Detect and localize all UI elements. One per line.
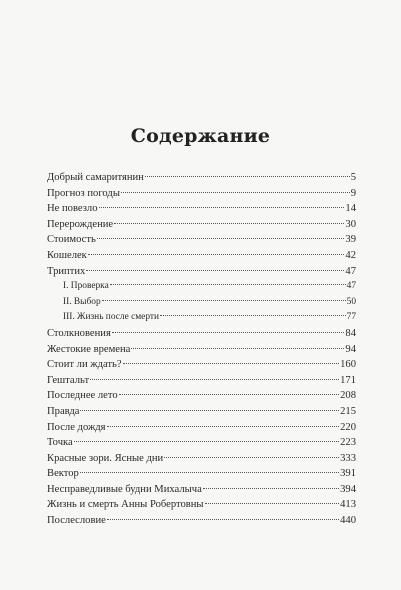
- toc-entry-title: Вектор: [47, 468, 79, 480]
- page-title: Содержание: [130, 125, 271, 147]
- toc-entry: [47, 186, 356, 202]
- toc-entry-title: Добрый самаритянин: [47, 172, 144, 183]
- toc-entry-page-number: 94: [345, 343, 356, 355]
- toc-entry: [47, 404, 356, 420]
- toc-entry: [47, 420, 356, 436]
- dot-leader: [99, 207, 345, 208]
- toc-entry-title: I. Проверка: [63, 281, 109, 292]
- toc-entry-title: После дождя: [47, 421, 106, 433]
- dot-leader: [123, 363, 340, 364]
- toc-entry-page-number: 47: [345, 265, 356, 277]
- toc-entry: [47, 248, 356, 264]
- toc-entry-page-number: 42: [345, 249, 356, 261]
- toc-entry-page-number: 5: [350, 172, 356, 183]
- dot-leader: [131, 348, 344, 349]
- toc-entry-page-number: 14: [345, 203, 356, 215]
- toc-entry-page-number: 50: [346, 296, 356, 307]
- toc-entry-page-number: 77: [346, 312, 356, 323]
- toc-entry-page-number: 391: [340, 468, 356, 480]
- toc-entry-title: Красные зори. Ясные дни: [47, 452, 164, 464]
- dot-leader: [80, 410, 339, 411]
- toc-entry-page-number: 223: [340, 437, 356, 449]
- toc-entry-title: Кошелек: [47, 249, 87, 261]
- dot-leader: [88, 254, 345, 255]
- toc-subentry: [47, 279, 356, 295]
- dot-leader: [112, 332, 345, 333]
- dot-leader: [90, 379, 339, 380]
- toc-entry-page-number: 84: [345, 327, 356, 339]
- toc-entry-page-number: 220: [340, 421, 356, 433]
- toc-entry-page-number: 394: [340, 483, 356, 495]
- toc-entry-page-number: 160: [340, 359, 356, 371]
- toc-entry-page-number: 30: [345, 218, 356, 230]
- toc-entry-page-number: 171: [340, 374, 356, 386]
- toc-entry-title: Триптих: [47, 265, 86, 277]
- toc-entry: [47, 357, 356, 373]
- toc-entry-title: Последнее лето: [47, 390, 118, 402]
- dot-leader: [97, 238, 345, 239]
- toc-entry-title: Прогноз погоды: [47, 187, 120, 199]
- toc-entry-page-number: 440: [340, 515, 356, 527]
- toc-entry-title: Столкновения: [47, 327, 111, 339]
- toc-entry-title: Несправедливые будни Михалыча: [47, 483, 202, 495]
- dot-leader: [160, 315, 346, 316]
- toc-entry: [47, 388, 356, 404]
- toc-entry: [47, 326, 356, 342]
- toc-entry-page-number: 215: [340, 405, 356, 417]
- toc-entry: [47, 170, 356, 186]
- toc-entry-page-number: 39: [345, 234, 356, 246]
- toc-entry: [47, 373, 356, 389]
- dot-leader: [107, 519, 339, 520]
- toc-entry: [47, 232, 356, 248]
- toc-entry-title: Перерождение: [47, 218, 114, 230]
- toc-entry-title: Гештальт: [47, 374, 90, 386]
- toc-entry: [47, 451, 356, 467]
- toc-subentry: [47, 295, 356, 311]
- dot-leader: [110, 284, 346, 285]
- dot-leader: [107, 426, 340, 427]
- toc-entry: [47, 217, 356, 233]
- toc-subentry: [47, 310, 356, 326]
- dot-leader: [102, 300, 346, 301]
- toc-entry-page-number: 208: [340, 390, 356, 402]
- dot-leader: [86, 270, 344, 271]
- toc-entry-title: Послесловие: [47, 515, 106, 527]
- dot-leader: [74, 441, 339, 442]
- toc-entry-title: Правда: [47, 405, 80, 417]
- toc-entry: [47, 201, 356, 217]
- dot-leader: [203, 488, 339, 489]
- toc-entry-page-number: 47: [346, 281, 356, 292]
- toc-entry-page-number: 333: [340, 452, 356, 464]
- toc-entry-title: II. Выбор: [63, 296, 101, 307]
- toc-entry: [47, 342, 356, 358]
- dot-leader: [119, 394, 339, 395]
- toc-entry-title: Стоит ли ждать?: [47, 359, 122, 371]
- toc-entry-title: Жизнь и смерть Анны Робертовны: [47, 499, 204, 511]
- table-of-contents: [47, 170, 356, 529]
- dot-leader: [205, 503, 340, 504]
- toc-entry: [47, 482, 356, 498]
- toc-entry-page-number: 9: [350, 187, 356, 199]
- dot-leader: [121, 192, 350, 193]
- toc-entry: [47, 513, 356, 529]
- toc-entry-title: Стоимость: [47, 234, 96, 246]
- dot-leader: [145, 176, 350, 177]
- toc-entry: [47, 264, 356, 280]
- dot-leader: [80, 472, 339, 473]
- toc-entry: [47, 466, 356, 482]
- dot-leader: [164, 457, 339, 458]
- toc-entry-title: Не повезло: [47, 203, 98, 215]
- toc-entry: [47, 435, 356, 451]
- toc-entry-title: Точка: [47, 437, 73, 449]
- toc-entry-page-number: 413: [340, 499, 356, 511]
- dot-leader: [114, 223, 344, 224]
- toc-entry-title: Жестокие времена: [47, 343, 131, 355]
- toc-entry-title: III. Жизнь после смерти: [63, 312, 160, 323]
- toc-entry: [47, 497, 356, 513]
